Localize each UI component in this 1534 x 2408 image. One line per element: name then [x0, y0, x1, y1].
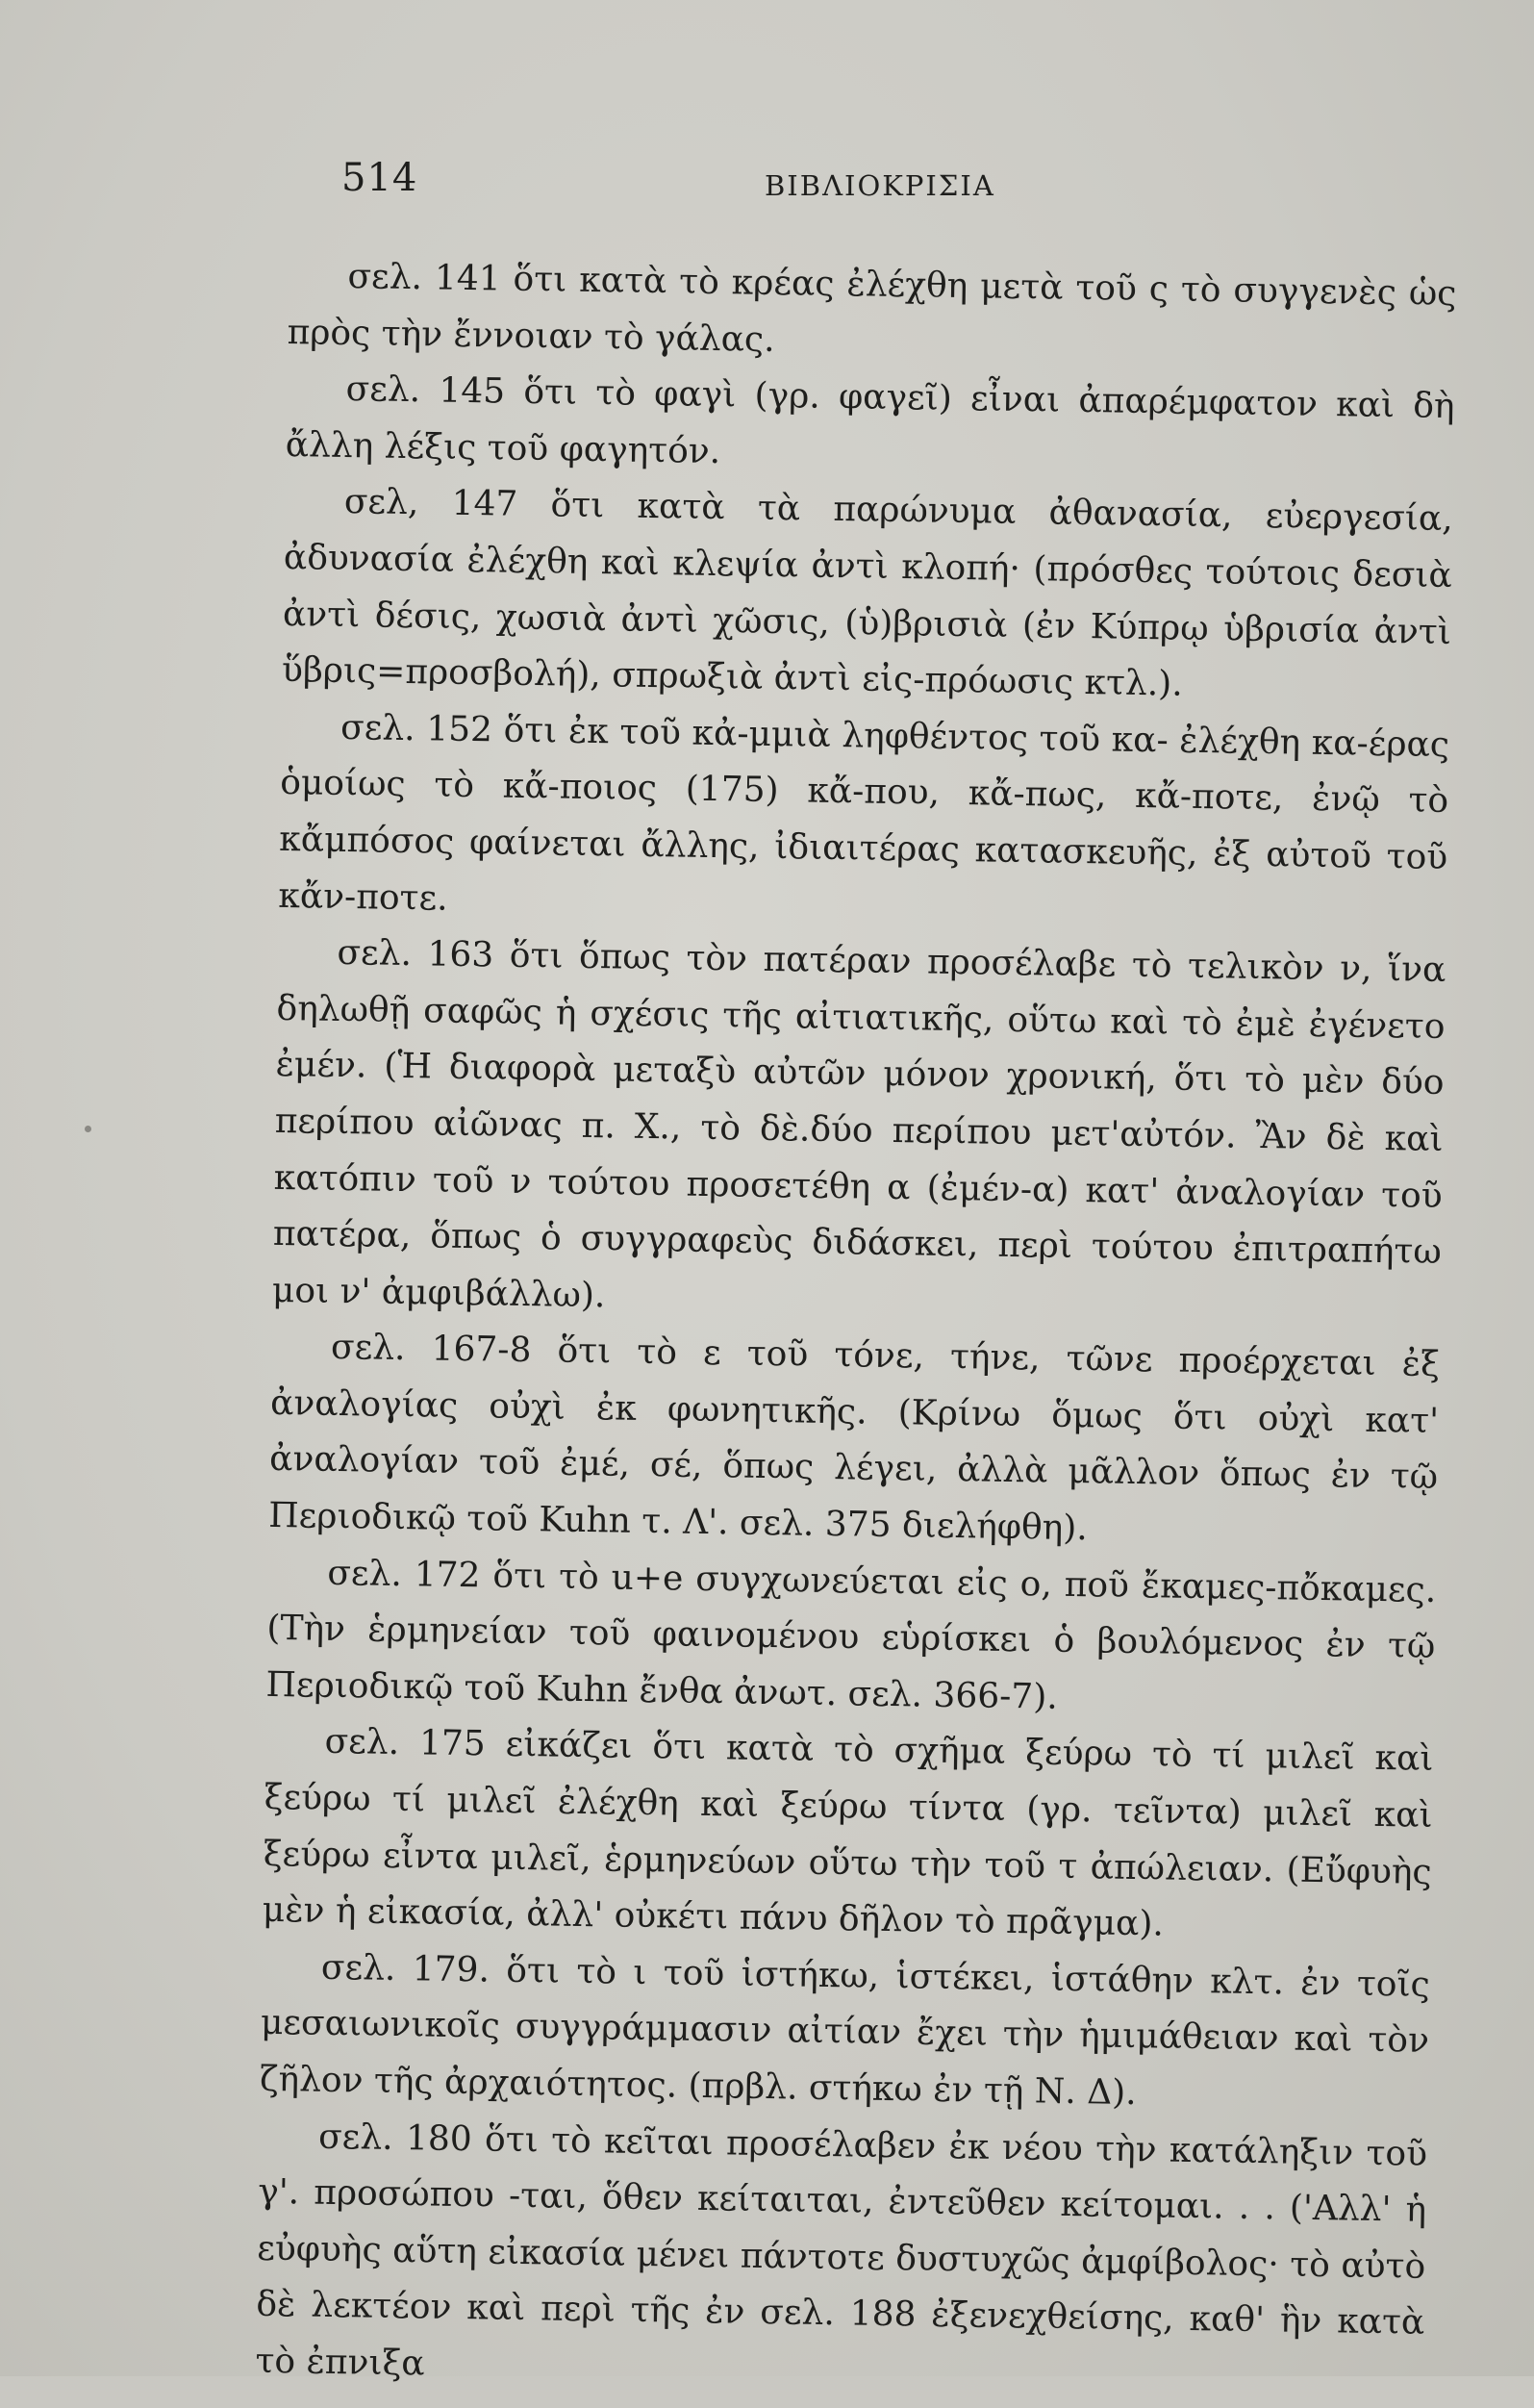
paragraph-sel-175: σελ. 175 εἰκάζει ὅτι κατὰ τὸ σχῆμα ξεύρω τὸ τί μιλεῖ καὶ ξεύρω τί μιλεῖ ἐλέχθη καὶ ξεύρω τίντα (γρ. τεῖντα) μιλεῖ καὶ ξεύρω εἶντα μιλεῖ, ἑρμηνεύων οὕτω τὴν τοῦ τ ἀπώλειαν. (Εὔφυὴς μὲν ἡ εἰκασία, ἀλλ' οὐκέτι πάνυ δῆλον τὸ πρᾶγμα). [262, 1722, 1434, 1944]
running-title: ΒΙΒΛΙΟΚΡΙΣΙΑ [765, 169, 995, 202]
page-header [341, 156, 1447, 214]
paragraph-sel-163: σελ. 163 ὅτι ὅπως τὸν πατέραν προσέλαβε τὸ τελικὸν ν, ἵνα δηλωθῇ σαφῶς ἡ σχέσις τῆς αἰτιατικῆς, οὕτω καὶ τὸ ἐμὲ ἐγένετο ἐμέν. (Ἡ διαφορὰ μεταξὺ αὐτῶν μόνον χρονική, ὅτι τὸ μὲν δύο περίπου αἰῶνας π. Χ., τὸ δὲ.δύο περίπου μετ'αὐτόν. Ἂν δὲ καὶ κατόπιν τοῦ ν τούτου προσετέθη α (ἐμέν-α) κατ' ἀναλογίαν τοῦ πατέρα, ὅπως ὁ συγγραφεὺς διδάσκει, περὶ τούτου ἐπιτραπήτω μοι ν' ἀμφιβάλλω). [271, 933, 1446, 1315]
body-text [255, 248, 1457, 2408]
paragraph-sel-141: σελ. 141 ὅτι κατὰ τὸ κρέας ἐλέχθη μετὰ τοῦ ς τὸ συγγενὲς ὡς πρὸς τὴν ἔννοιαν τὸ γάλας. [287, 256, 1457, 360]
paragraph-sel-147: σελ, 147 ὅτι κατὰ τὰ παρώνυμα ἀθανασία, εὐεργεσία, ἀδυνασία ἐλέχθη καὶ κλεψία ἀντὶ κλοπή· (πρόσθες τούτοις δεσιὰ ἀντὶ δέσις, χωσιὰ ἀντὶ χῶσις, (ὑ)βρισιὰ (ἐν Κύπρῳ ὑβρισία ἀντὶ ὕβρις=προσβολή), σπρωξιὰ ἀντὶ εἰς-πρόωσις κτλ.). [281, 482, 1454, 704]
paragraph-sel-167-8: σελ. 167-8 ὅτι τὸ ε τοῦ τόνε, τήνε, τῶνε προέρχεται ἐξ ἀναλογίας οὐχὶ ἐκ φωνητικῆς. (Κρίνω ὅμως ὅτι οὐχὶ κατ' ἀναλογίαν τοῦ ἐμέ, σέ, ὅπως λέγει, ἀλλὰ μᾶλλον ὅπως ἐν τῷ Περιοδικῷ τοῦ Kuhn τ. Λ'. σελ. 375 διελήφθη). [267, 1328, 1441, 1549]
paragraph-sel-172: σελ. 172 ὅτι τὸ u+e συγχωνεύεται εἰς ο, ποῦ ἔκαμες-πὄκαμες. (Τὴν ἑρμηνείαν τοῦ φαινομένου εὑρίσκει ὁ βουλόμενος ἐν τῷ Περιοδικῷ τοῦ Kuhn ἔνθα ἀνωτ. σελ. 366-7). [265, 1553, 1437, 1717]
paragraph-sel-179: σελ. 179. ὅτι τὸ ι τοῦ ἱστήκω, ἱστέκει, ἱστάθην κλτ. ἐν τοῖς μεσαιωνικοῖς συγγράμμασιν αἰτίαν ἔχει τὴν ἡμιμάθειαν καὶ τὸν ζῆλον τῆς ἀρχαιότητος. (πρβλ. στήκω ἐν τῇ Ν. Δ). [259, 1947, 1431, 2114]
paragraph-sel-180: σελ. 180 ὅτι τὸ κεῖται προσέλαβεν ἐκ νέου τὴν κατάληξιν τοῦ γ'. προσώπου -ται, ὅθεν κείταιται, ἐντεῦθεν κείτομαι. . . ('Αλλ' ἡ εὐφυὴς αὕτη εἰκασία μένει πάντοτε δυστυχῶς ἀμφίβολος· τὸ αὐτὸ δὲ λεκτέον καὶ περὶ τῆς ἐν σελ. 188 ἐξενεχθείσης, καθ' ἣν κατὰ τὸ ἐπνιξα [255, 2117, 1428, 2384]
paragraph-sel-145: σελ. 145 ὅτι τὸ φαγὶ (γρ. φαγεῖ) εἶναι ἀπαρέμφατον καὶ δὴ ἄλλη λέξις τοῦ φαγητόν. [285, 369, 1455, 471]
paragraph-sel-152: σελ. 152 ὅτι ἐκ τοῦ κἀ-μμιὰ ληφθέντος τοῦ κα- ἐλέχθη κα-έρας ὁμοίως τὸ κἄ-ποιος (175) κἄ-που, κἄ-πως, κἄ-ποτε, ἐνῷ τὸ κἄμπόσος φαίνεται ἄλλης, ἰδιαιτέρας κατασκευῆς, ἐξ αὐτοῦ τοῦ κἄν-ποτε. [278, 707, 1450, 919]
page-number: 514 [341, 156, 418, 200]
margin-speck [85, 1126, 91, 1132]
